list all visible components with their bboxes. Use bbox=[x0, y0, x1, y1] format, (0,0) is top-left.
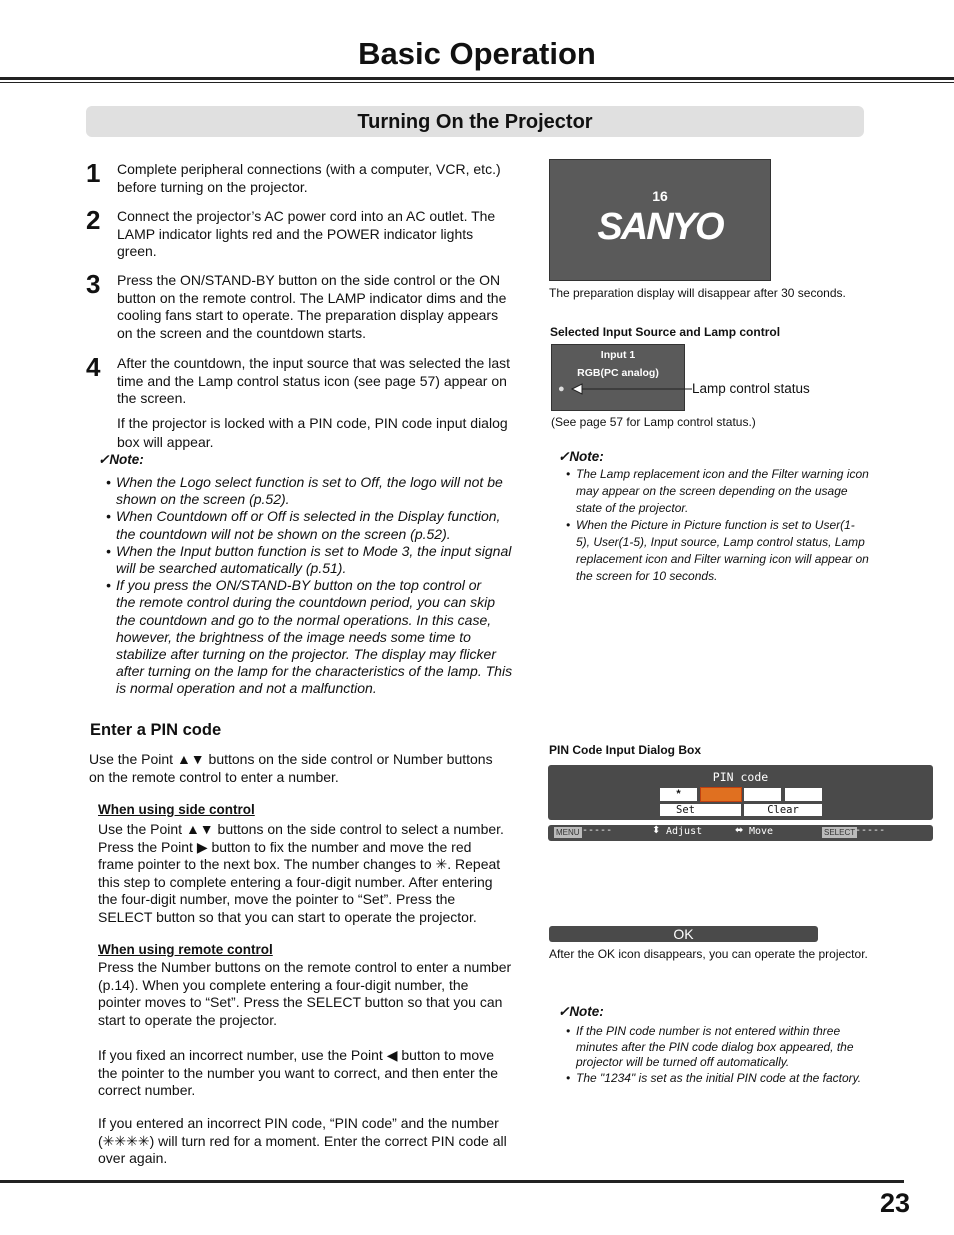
ok-display bbox=[549, 926, 818, 942]
sanyo-logo: SANYO bbox=[597, 206, 723, 248]
note-line bbox=[106, 629, 521, 646]
bullet-mark: • bbox=[566, 467, 571, 481]
note-line bbox=[106, 508, 521, 525]
text-line: over again. bbox=[98, 1150, 168, 1166]
note-line bbox=[566, 568, 886, 585]
note-text: If the PIN code number is not entered within three bbox=[576, 1024, 841, 1038]
pin-set-button[interactable]: Set bbox=[660, 804, 741, 816]
note-line bbox=[566, 483, 886, 500]
note-text: may appear on the screen depending on the usage bbox=[576, 484, 848, 498]
footer-rule bbox=[0, 1180, 904, 1183]
note-text: state of the projector. bbox=[576, 501, 689, 515]
note-text: projector will be turned off automatically. bbox=[576, 1055, 790, 1070]
ok-caption: After the OK icon disappears, you can operate the projector. bbox=[549, 947, 868, 961]
note-text: is normal operation and not a malfunction. bbox=[116, 680, 377, 697]
preparation-display bbox=[549, 159, 771, 281]
step-text: After the countdown, the input source that was selected the last time and the Lamp control status icon (see page 57) appear on the screen. If the projector is locked with a PIN code, PIN code input dialog box will appear. bbox=[117, 355, 511, 450]
note-heading: ✓Note: bbox=[558, 449, 604, 464]
select-value: ----- bbox=[855, 825, 886, 836]
text-line: this step to complete entering a four-digit number. After entering bbox=[98, 873, 493, 890]
note-line bbox=[566, 1040, 896, 1056]
step-number: 2 bbox=[86, 205, 101, 235]
step-number: 3 bbox=[86, 269, 101, 299]
text-line: (p.14). When you complete entering a four-digit number, the bbox=[98, 976, 469, 993]
text-line: Press the Point ▶ button to fix the number and move the red bbox=[98, 838, 472, 855]
text-line: If you fixed an incorrect number, use the Point ◀ button to move bbox=[98, 1047, 494, 1063]
leftright-icon: ⬌ bbox=[735, 825, 744, 836]
note-text: The Lamp replacement icon and the Filter warning icon bbox=[576, 467, 869, 481]
note-line bbox=[566, 1071, 896, 1087]
lamp-status-label: Lamp control status bbox=[692, 381, 810, 396]
pin-guide-bar bbox=[548, 825, 933, 841]
move-label: Move bbox=[749, 826, 774, 837]
step-number: 1 bbox=[86, 158, 101, 188]
note-line bbox=[566, 551, 886, 568]
text-line: the four-digit number, move the pointer to “Set”. Press the bbox=[98, 891, 456, 907]
preparation-caption: The preparation display will disappear after 30 seconds. bbox=[549, 286, 846, 300]
countdown-number: 16 bbox=[652, 188, 668, 204]
text-line: frame pointer to the next box. The number changes to ✳. Repeat bbox=[98, 856, 501, 872]
pin-digit-2-pointer[interactable] bbox=[701, 788, 741, 801]
note-line bbox=[566, 466, 886, 483]
page-number: 23 bbox=[880, 1188, 911, 1218]
note-line bbox=[106, 543, 521, 560]
text-line: (✳✳✳✳) will turn red for a moment. Enter the correct PIN code all bbox=[98, 1132, 507, 1149]
header-rule-thin bbox=[0, 82, 954, 83]
note-line bbox=[106, 526, 521, 543]
menu-value: ----- bbox=[582, 825, 613, 836]
note-text: the countdown will not be shown on the screen (p.52). bbox=[116, 525, 451, 542]
note-text: the screen for 10 seconds. bbox=[576, 569, 718, 583]
note-text: however, the brightness of the image needs some time to bbox=[116, 628, 471, 645]
note-text: When the Logo select function is set to Off, the logo will not be bbox=[116, 474, 503, 490]
bullet-mark: • bbox=[106, 508, 111, 525]
pin-code-dialog bbox=[548, 765, 933, 820]
note-text: after turning on the lamp for the characteristics of the lamp. This bbox=[116, 663, 513, 680]
bullet-mark: • bbox=[106, 474, 111, 490]
bullet-mark: • bbox=[566, 1024, 571, 1038]
note-line bbox=[106, 594, 521, 611]
side-control-heading: When using side control bbox=[98, 802, 255, 817]
step-number: 4 bbox=[86, 352, 101, 382]
pin-clear-button[interactable]: Clear bbox=[744, 804, 822, 816]
see-page-note: (See page 57 for Lamp control status.) bbox=[551, 415, 756, 429]
note-text: When the Picture in Picture function is set to User(1- bbox=[576, 518, 855, 532]
note-line bbox=[106, 646, 521, 663]
text-line: correct number. bbox=[98, 1082, 196, 1098]
note-heading: ✓Note: bbox=[98, 452, 144, 467]
input-display-heading: Selected Input Source and Lamp control bbox=[550, 325, 781, 339]
note-line bbox=[106, 663, 521, 680]
pin-dialog-heading: PIN Code Input Dialog Box bbox=[549, 743, 701, 757]
note-line bbox=[106, 474, 521, 491]
pin-digit-1[interactable]: * bbox=[660, 788, 697, 801]
text-line: If you entered an incorrect PIN code, “PIN code” and the number bbox=[98, 1115, 499, 1131]
text-line: Use the Point ▲▼ buttons on the side control to select a number. bbox=[98, 821, 504, 837]
menu-key-icon: MENU bbox=[556, 828, 580, 837]
step-text: Press the ON/STAND-BY button on the side control or the ON button on the remote control. The LAMP indicator dims and the cooling fans start to operate. The preparation display appears on the screen and the countdown starts. bbox=[117, 272, 507, 341]
note-line bbox=[106, 612, 521, 629]
note-text: will be searched automatically (p.51). bbox=[116, 560, 347, 577]
note-text: shown on the screen (p.52). bbox=[116, 491, 290, 508]
lamp-icon: ● bbox=[558, 383, 565, 395]
note-text: 5), User(1-5), Input source, Lamp control status, Lamp bbox=[576, 535, 865, 549]
note-text: When Countdown off or Off is selected in the Display function, bbox=[116, 508, 501, 525]
input-display bbox=[551, 344, 685, 411]
note-line bbox=[566, 500, 886, 517]
note-text: If you press the ON/STAND-BY button on the top control or bbox=[116, 577, 482, 594]
pin-intro: Use the Point ▲▼ buttons on the side control or Number buttons on the remote control to enter a number. bbox=[89, 751, 493, 785]
text-line: SELECT button so that you can start to operate the projector. bbox=[98, 908, 477, 925]
text-line: Press the Number buttons on the remote control to enter a number bbox=[98, 959, 512, 975]
note-list bbox=[106, 474, 521, 698]
bullet-mark: • bbox=[106, 542, 111, 559]
note-heading: ✓Note: bbox=[558, 1004, 604, 1019]
side-control-text bbox=[98, 821, 518, 926]
text-line: start to operate the projector. bbox=[98, 1011, 277, 1028]
input-source: RGB(PC analog) bbox=[577, 367, 659, 379]
note-list bbox=[566, 1024, 896, 1087]
input-name: Input 1 bbox=[600, 349, 636, 361]
note-text: stabilize after turning on the projector. The display may flicker bbox=[116, 646, 496, 663]
note-list bbox=[566, 466, 886, 585]
bullet-mark: • bbox=[566, 518, 571, 532]
adjust-label: Adjust bbox=[666, 826, 703, 837]
note-text: The "1234" is set as the initial PIN code at the factory. bbox=[576, 1071, 862, 1086]
step-text: Connect the projector’s AC power cord into an AC outlet. The LAMP indicator lights red and the POWER indicator lights green. bbox=[117, 208, 496, 259]
note-line bbox=[566, 534, 886, 551]
bullet-mark: • bbox=[106, 577, 111, 594]
remote-control-heading: When using remote control bbox=[98, 942, 273, 957]
wrong-pin-text bbox=[98, 1115, 518, 1168]
note-line bbox=[106, 577, 521, 594]
ok-label: OK bbox=[673, 926, 694, 942]
note-line bbox=[106, 491, 521, 508]
bullet-mark: • bbox=[566, 1071, 571, 1086]
remote-control-text bbox=[98, 959, 518, 1029]
note-text: When the Input button function is set to Mode 3, the input signal bbox=[116, 542, 512, 559]
step-text: Complete peripheral connections (with a computer, VCR, etc.) before turning on the projector. bbox=[117, 161, 501, 195]
pin-digit-3[interactable] bbox=[744, 788, 781, 801]
pin-dialog-title: PIN code bbox=[712, 770, 769, 784]
note-line bbox=[566, 1024, 896, 1040]
section-title: Turning On the Projector bbox=[357, 111, 593, 133]
text-line: pointer moves to “Set”. Press the SELECT button so that you can bbox=[98, 994, 503, 1010]
lamp-pointer-line bbox=[570, 380, 695, 396]
updown-icon: ⬍ bbox=[652, 825, 661, 836]
note-line bbox=[106, 680, 521, 697]
fix-number-text bbox=[98, 1047, 518, 1100]
header-rule bbox=[0, 77, 954, 80]
note-text: replacement icon and Filter warning icon will appear on bbox=[576, 552, 869, 566]
note-text: the remote control during the countdown period, you can skip bbox=[116, 594, 496, 611]
note-text: minutes after the PIN code dialog box appeared, the bbox=[576, 1039, 854, 1054]
text-line: the pointer to the number you want to correct, and then enter the bbox=[98, 1064, 499, 1081]
page-title: Basic Operation bbox=[358, 36, 596, 71]
note-line bbox=[566, 517, 886, 534]
select-key-icon: SELECT bbox=[824, 828, 856, 837]
pin-digit-4[interactable] bbox=[785, 788, 822, 801]
note-text: the countdown and go to the normal operations. In this case, bbox=[116, 611, 492, 628]
pin-section-heading: Enter a PIN code bbox=[90, 721, 222, 739]
note-line bbox=[566, 1055, 896, 1071]
note-line bbox=[106, 560, 521, 577]
